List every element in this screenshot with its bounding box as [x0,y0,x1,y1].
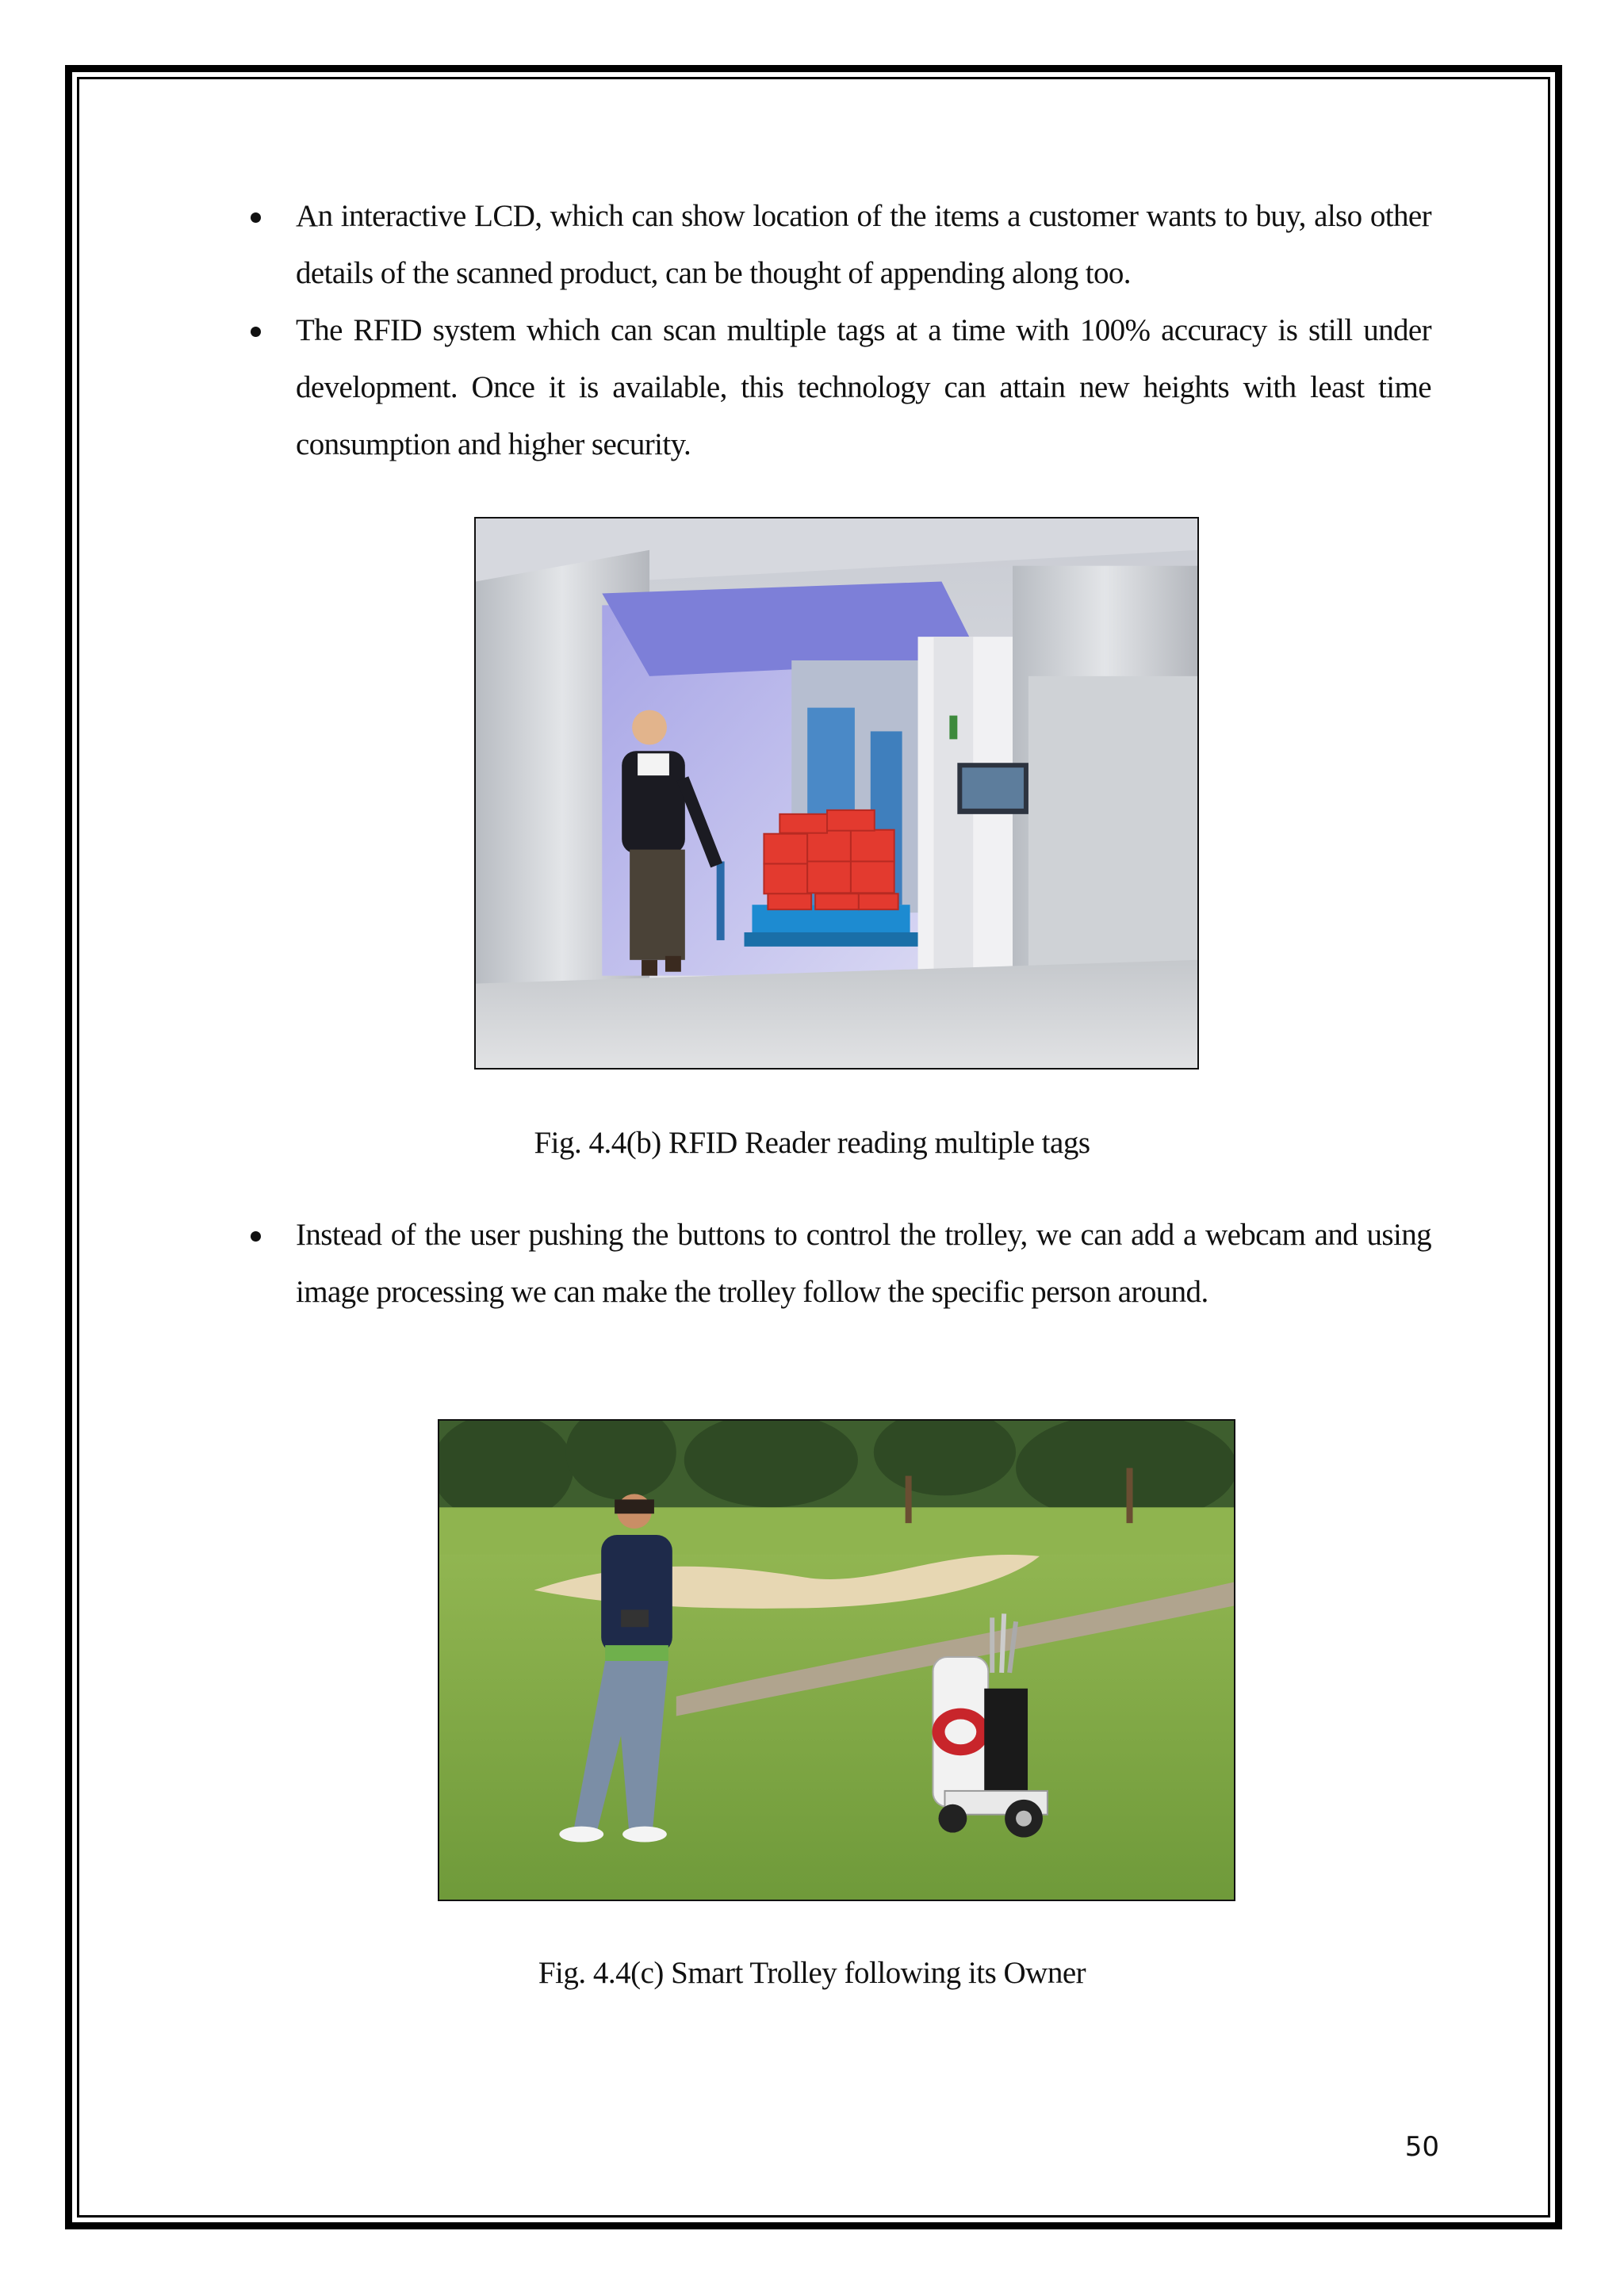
bullet-icon [251,212,261,223]
bullet-icon [251,327,261,337]
bullet-text: The RFID system which can scan multiple tags at a time with 100% accuracy is still under development. Once it is available, this technology can attain new heights with least time consumption and higher security. [296,313,1431,461]
figure-rfid-reader-image [474,517,1199,1070]
bullet-text: An interactive LCD, which can show location of the items a customer wants to buy, also other details of the scanned product, can be thought of appending along too. [296,199,1431,290]
rfid-tunnel-illustration [476,519,1197,1068]
figure-smart-trolley-image [438,1419,1235,1901]
figure-caption-c: Fig. 4.4(c) Smart Trolley following its Owner [538,1956,1086,1990]
bullet-icon [251,1231,261,1242]
bullet-list-middle [238,1207,1431,1321]
bullet-text: Instead of the user pushing the buttons to control the trolley, we can add a webcam and using image processing we can make the trolley follow the specific person around. [296,1218,1431,1309]
page-number: 50 [1404,2131,1439,2163]
golf-trolley-illustration [439,1421,1234,1900]
list-item [238,302,1431,473]
list-item [238,188,1431,302]
bullet-list-top [238,188,1431,473]
figure-caption-b: Fig. 4.4(b) RFID Reader reading multiple tags [534,1126,1090,1160]
list-item [238,1207,1431,1321]
